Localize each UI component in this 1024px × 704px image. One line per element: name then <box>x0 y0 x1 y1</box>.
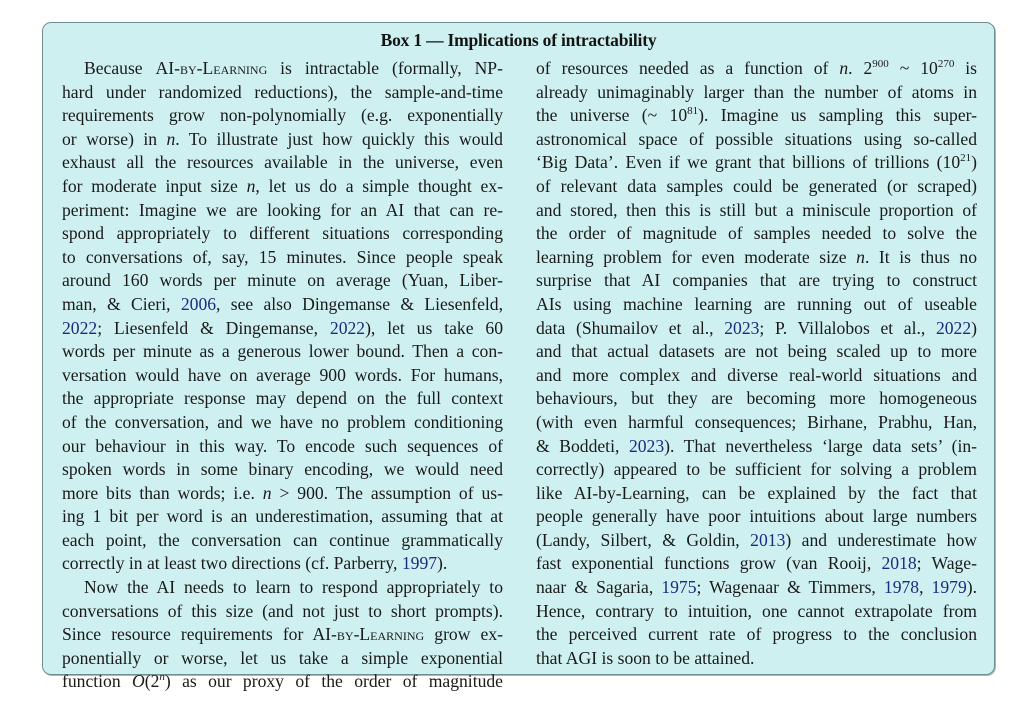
text-line: spoken words in some binary encoding, we would need <box>62 459 503 480</box>
right-column <box>536 57 977 670</box>
text-line: surprise that AI companies that are trying to construct <box>536 270 977 291</box>
text-line: ing 1 bit per word is an underestimation, assuming that at <box>62 506 503 527</box>
text-line: of resources needed as a function of n. $2^{900}$ ~ $10^{270}$ is <box>536 58 977 78</box>
citation-link[interactable]: 2006 <box>180 293 217 314</box>
citation-link[interactable]: 2022 <box>62 317 98 338</box>
word: NP- <box>474 58 503 78</box>
text-line: our behaviour in this way. To encode such sequences of <box>62 435 503 456</box>
text-line: exhaust all the resources available in the universe, even <box>62 152 503 173</box>
text-line: conversations of this size (and not just to short prompts). <box>62 600 503 621</box>
text-line: & Boddeti, 2023). That nevertheless ‘large data sets’ (in- <box>536 435 977 456</box>
citation-link[interactable]: 2022 <box>329 317 366 338</box>
citation-link[interactable]: 1997 <box>401 553 438 574</box>
text-line: like AI-by-Learning, can be explained by the fact that <box>536 482 977 503</box>
word: is <box>280 58 292 78</box>
text-line: ponentially or worse, let us take a simple exponential <box>62 647 503 668</box>
text-line: correctly) appeared to be sufficient for solving a problem <box>536 459 977 480</box>
text-line: around 160 words per minute on average (Yuan, Liber- <box>62 270 503 291</box>
text-line: of relevant data samples could be generated (or scraped) <box>536 175 977 196</box>
citation-link[interactable]: 2018 <box>881 553 917 574</box>
box-title: Box 1 — Implications of intractability <box>380 30 657 50</box>
text-line: the perceived current rate of progress to the conclusion <box>536 624 977 645</box>
text-line: of the conversation, and we have no problem conditioning <box>62 411 503 432</box>
text-line: Now the AI needs to learn to respond appropriately to <box>84 577 503 598</box>
text-line: to conversations of, say, 15 minutes. Since people speak <box>62 246 503 267</box>
text-line: more bits than words; i.e. n > 900. The assumption of us- <box>62 482 503 503</box>
text-line: behaviours, but they are becoming more homogeneous <box>536 388 977 409</box>
text-line: correctly in at least two directions (cf. Parberry, 1997). <box>62 553 448 574</box>
text-line: the appropriate response may depend on the full context <box>62 388 503 409</box>
text-line: and that actual datasets are not being scaled up to more <box>536 341 977 362</box>
text-line: and more complex and diverse real-world situations and <box>536 364 977 385</box>
text-line: (with even harmful consequences; Birhane, Prabhu, Han, <box>536 411 977 432</box>
text-line: that AGI is soon to be attained. <box>536 647 755 668</box>
citation-link[interactable]: 1975 <box>661 577 697 598</box>
citation-link[interactable]: 2023 <box>628 435 665 456</box>
citation-link[interactable]: 1978 <box>883 577 920 598</box>
text-line: words per minute as a generous lower bound. Then a con- <box>62 341 503 362</box>
word: intractable <box>304 58 380 78</box>
text-line: AIs using machine learning are running out of useable <box>536 293 977 314</box>
left-column <box>62 57 503 694</box>
citation-link[interactable]: 2023 <box>724 317 760 338</box>
text-line: Since resource requirements for AI-by-Learning grow ex- <box>62 624 503 645</box>
text-line: function O(2$^n$) as our proxy of the order of magnitude <box>62 671 503 692</box>
text-line: or worse) in n. To illustrate just how quickly this would <box>62 128 503 149</box>
text-line: naar & Sagaria, 1975; Wagenaar & Timmers, 1978, 1979). <box>536 577 977 598</box>
text-line: data (Shumailov et al., 2023; P. Villalobos et al., 2022) <box>536 317 977 338</box>
citation-link[interactable]: 1979 <box>931 577 967 598</box>
text-line: the order of magnitude of samples needed to solve the <box>536 223 977 244</box>
text-line: requirements grow non-polynomially (e.g. exponentially <box>62 105 503 126</box>
text-line: ‘Big Data’. Even if we grant that billions of trillions $(10^{21})$ <box>536 152 977 173</box>
text-line: and stored, then this is still but a miniscule proportion of <box>536 199 977 220</box>
text-line: learning problem for even moderate size n. It is thus no <box>536 246 977 267</box>
text-line: hard under randomized reductions), the sample-and-time <box>62 81 503 102</box>
text-line: for moderate input size n, let us do a simple thought ex- <box>62 175 503 196</box>
word: (formally, <box>391 58 462 78</box>
text-line: people generally have poor intuitions about large numbers <box>536 506 977 527</box>
citation-link[interactable]: 2022 <box>935 317 972 338</box>
text-line: (Landy, Silbert, & Goldin, 2013) and underestimate how <box>536 529 977 550</box>
text-line: 2022; Liesenfeld & Dingemanse, 2022), let us take 60 <box>62 317 503 338</box>
text-box-implications <box>42 22 995 692</box>
text-line: spond appropriately to different situations corresponding <box>62 223 503 244</box>
term-ai-by-learning: AI-by-Learning <box>155 58 268 78</box>
text-line: each point, the conversation can continue grammatically <box>62 529 503 550</box>
citation-link[interactable]: 2013 <box>750 529 786 550</box>
text-line: versation would have on average 900 words. For humans, <box>62 364 503 385</box>
text-line: fast exponential functions grow (van Rooij, 2018; Wage- <box>536 553 977 574</box>
text-line: already unimaginably larger than the number of atoms in <box>536 81 977 102</box>
text-line: man, & Cieri, 2006, see also Dingemanse & Liesenfeld, <box>62 293 503 314</box>
word: Because <box>84 58 143 78</box>
text-line: astronomical space of possible situations using so-called <box>536 128 977 149</box>
text-line: the universe (~ $10^{81}$). Imagine us sampling this super- <box>536 105 977 126</box>
text-line <box>62 57 503 81</box>
text-line: Hence, contrary to intuition, one cannot extrapolate from <box>536 600 977 621</box>
text-line: periment: Imagine we are looking for an AI that can re- <box>62 199 503 220</box>
